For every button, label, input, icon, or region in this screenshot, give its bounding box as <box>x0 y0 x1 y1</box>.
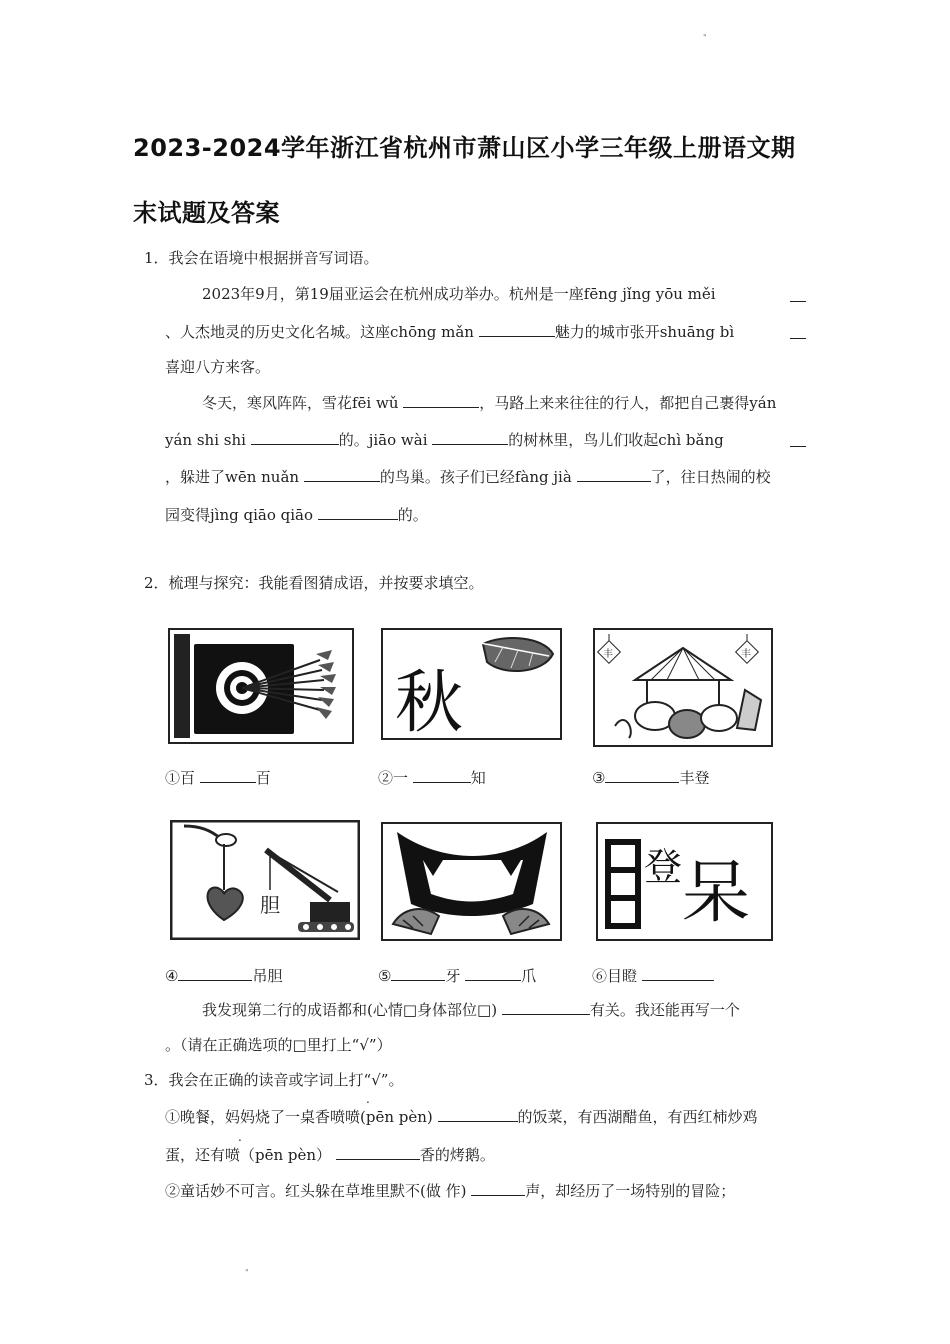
harvest-drawing <box>595 630 771 745</box>
q1-line7-text-a: 园变得jìng qiāo qiāo <box>165 506 313 524</box>
gallbladder-char: 胆 <box>260 893 280 917</box>
q2-c5-suffix: 爪 <box>521 967 537 985</box>
q2-answer-row2-2 <box>378 965 536 986</box>
idiom-image-autumn-leaf <box>381 628 562 740</box>
q1-blank-jingqiaoqiao[interactable] <box>318 504 398 520</box>
q3-line3-text-a: ②童话妙不可言。红头躲在草堆里默不(做 作) <box>165 1182 467 1200</box>
q2-finding-line1 <box>202 999 740 1020</box>
idiom-image-harvest <box>593 628 773 747</box>
q2-blank-2[interactable] <box>413 767 471 783</box>
idiom-image-teeth-claws <box>381 822 562 941</box>
q3-line1 <box>165 1106 758 1127</box>
arrows-target-drawing <box>170 630 352 742</box>
q3-line3 <box>165 1180 735 1201</box>
q3-line2-text-a: 蛋，还有喷（pēn pèn） <box>165 1146 332 1164</box>
q2-c4-prefix: ④ <box>165 967 179 985</box>
q3-line1-text-a: ①晚餐，妈妈烧了一桌香喷喷(pēn pèn) <box>165 1108 433 1126</box>
q1-line5-text-a: yán shi shi <box>165 431 246 449</box>
crane-heart-drawing <box>170 820 360 940</box>
q1-line7-text-b: 的。 <box>397 506 428 524</box>
q1-line2-text-a: 、人杰地灵的历史文化名城。这座chōng mǎn <box>165 323 474 341</box>
idiom-image-arrows-target <box>168 628 354 744</box>
q2-c2-suffix: 知 <box>470 769 486 787</box>
q1-blank-jiaowai[interactable] <box>432 429 508 445</box>
idiom-image-crane-heart <box>170 820 360 940</box>
q2-blank-5a[interactable] <box>391 965 445 981</box>
q3-line2-text-b: 香的烤鹅。 <box>419 1146 495 1164</box>
q1-blank-fengjing[interactable] <box>790 286 806 302</box>
characters-drawing <box>598 824 771 939</box>
q1-line1 <box>202 284 716 304</box>
q3-line2 <box>165 1144 495 1165</box>
q2-c3-prefix: ③ <box>592 769 606 787</box>
q2-finding-line2: 。（请在正确选项的□里打上“√”） <box>165 1036 392 1054</box>
idiom-image-characters <box>596 822 773 941</box>
q3-blank-1[interactable] <box>438 1106 518 1122</box>
q1-line5-text-b: 的。jiāo wài <box>338 431 428 449</box>
emphasis-dot-2: . <box>238 1130 242 1144</box>
q2-c4-suffix: 吊胆 <box>252 967 283 985</box>
q2-answer-row1-1 <box>165 767 271 788</box>
q3-line1-text-b: 的饭菜，有西湖醋鱼，有西红柿炒鸡 <box>517 1108 758 1126</box>
q1-line5-text-c: 的树林里，鸟儿们收起chì bǎng <box>508 431 724 449</box>
q2-finding-text-b: 有关。我还能再写一个 <box>589 1001 740 1019</box>
q2-answer-row2-3 <box>592 965 714 986</box>
q1-blank-wennuan[interactable] <box>304 466 380 482</box>
q2-blank-6[interactable] <box>642 965 714 981</box>
q2-c2-prefix: ②一 <box>378 769 409 787</box>
q2-heading: 2．梳理与探究：我能看图猜成语，并按要求填空。 <box>144 574 484 592</box>
q2-blank-3[interactable] <box>605 767 679 783</box>
autumn-char: 秋 <box>395 664 464 738</box>
q3-blank-2[interactable] <box>336 1144 420 1160</box>
q2-blank-finding[interactable] <box>502 999 590 1015</box>
q1-heading: 1．我会在语境中根据拼音写词语。 <box>144 249 379 267</box>
emphasis-dot-1: . <box>366 1092 370 1106</box>
char-dai: 呆 <box>682 854 751 933</box>
q1-line7 <box>165 504 428 525</box>
char-deng: 登 <box>644 845 683 889</box>
q1-line2 <box>165 321 734 342</box>
q1-line5 <box>165 429 724 450</box>
q2-blank-5b[interactable] <box>465 965 521 981</box>
q2-c1-suffix: 百 <box>255 769 271 787</box>
q1-blank-yanshishi[interactable] <box>251 429 339 445</box>
harvest-sign-right: 丰 <box>741 649 751 660</box>
top-mark: " <box>703 33 707 42</box>
q1-blank-shuangbi[interactable] <box>790 323 806 339</box>
q2-finding-text-a: 我发现第二行的成语都和(心情□身体部位□) <box>202 1001 498 1019</box>
q1-blank-feiwu[interactable] <box>403 392 479 408</box>
q1-line3: 喜迎八方来客。 <box>165 358 271 376</box>
q1-line1-text: 2023年9月，第19届亚运会在杭州成功举办。杭州是一座fēng jǐng yōu měi <box>202 285 716 303</box>
page-title-line2: 末试题及答案 <box>133 199 280 227</box>
q2-c5-middle: 牙 <box>445 967 461 985</box>
q1-line6 <box>165 466 771 487</box>
q3-heading: 3．我会在正确的读音或字词上打“√”。 <box>144 1071 404 1089</box>
q3-blank-3[interactable] <box>471 1180 525 1196</box>
bottom-mark: " <box>245 1268 249 1277</box>
q2-answer-row2-1 <box>165 965 282 986</box>
q1-line4-text-b: ，马路上来来往往的行人，都把自己裹得yán <box>479 394 777 412</box>
autumn-leaf-drawing <box>383 630 560 738</box>
q3-line3-text-b: 声，却经历了一场特别的冒险； <box>525 1182 736 1200</box>
teeth-claws-drawing <box>383 824 560 939</box>
q2-blank-4[interactable] <box>178 965 252 981</box>
q1-blank-chongman[interactable] <box>479 321 555 337</box>
q1-line2-text-b: 魅力的城市张开shuāng bì <box>554 323 735 341</box>
q1-line4 <box>202 392 776 413</box>
q1-blank-chibang[interactable] <box>790 431 806 447</box>
q2-c3-suffix: 丰登 <box>679 769 710 787</box>
q1-line6-text-b: 的鸟巢。孩子们已经fàng jià <box>379 468 572 486</box>
q1-line6-text-c: 了，往日热闹的校 <box>650 468 771 486</box>
q2-answer-row1-3 <box>592 767 709 788</box>
harvest-sign-left: 丰 <box>603 649 613 660</box>
q2-blank-1[interactable] <box>200 767 256 783</box>
q1-blank-fangjia[interactable] <box>577 466 651 482</box>
q1-line4-text-a: 冬天，寒风阵阵，雪花fēi wǔ <box>202 394 399 412</box>
page-title-line1: 2023-2024学年浙江省杭州市萧山区小学三年级上册语文期 <box>133 134 796 162</box>
q2-c6-prefix: ⑥目瞪 <box>592 967 638 985</box>
q2-c5-prefix: ⑤ <box>378 967 392 985</box>
q1-line6-text-a: ，躲进了wēn nuǎn <box>165 468 300 486</box>
q2-answer-row1-2 <box>378 767 486 788</box>
q2-c1-prefix: ①百 <box>165 769 196 787</box>
